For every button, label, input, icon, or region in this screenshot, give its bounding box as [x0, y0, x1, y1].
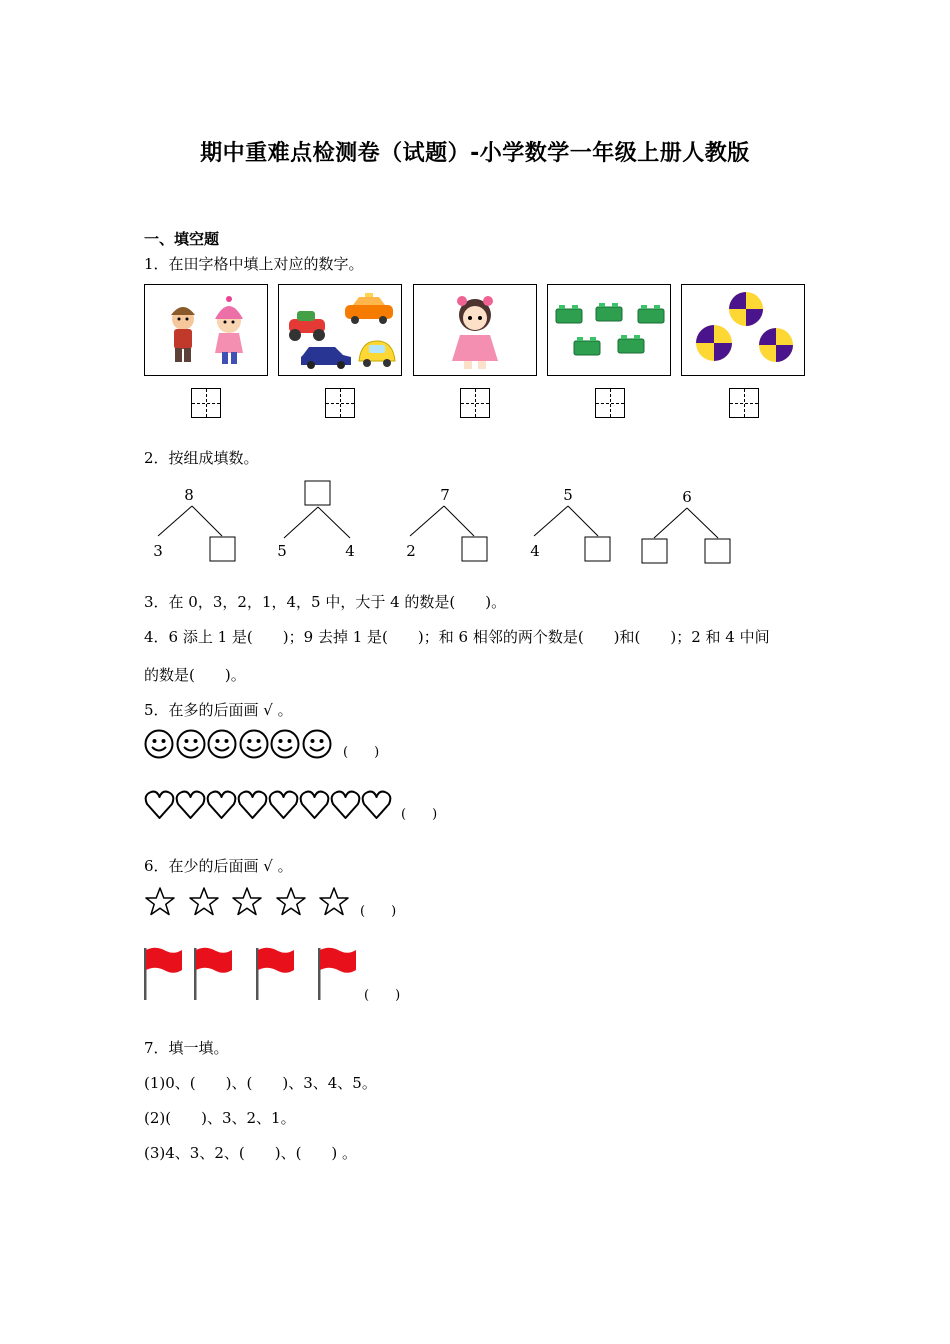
heart-row — [144, 789, 392, 821]
question-6: 6．在少的后面画 √ 。 — [144, 857, 293, 875]
answer-grid-2[interactable] — [325, 388, 355, 418]
tree-3-left: 2 — [406, 542, 416, 560]
answer-grid-1[interactable] — [191, 388, 221, 418]
star-answer-paren[interactable]: ( ) — [360, 904, 397, 919]
flag-item — [142, 946, 182, 1002]
answer-grid-4[interactable] — [595, 388, 625, 418]
smiley-icon — [302, 729, 334, 759]
picture-three-balls — [681, 284, 805, 376]
question-3: 3．在 0，3，2，1，4，5 中，大于 4 的数是( )。 — [144, 593, 507, 611]
section-heading: 一、填空题 — [144, 230, 220, 248]
flag-item — [316, 946, 356, 1002]
tree-3-top: 7 — [440, 486, 450, 504]
tree-1-left: 3 — [153, 542, 163, 560]
tree-2-top-box — [305, 481, 330, 505]
tree-5-right-box — [705, 539, 730, 563]
heart-icon — [268, 789, 299, 821]
tree-1-right-box — [210, 537, 235, 561]
smiley-icon — [207, 729, 239, 759]
flag-answer-paren[interactable]: ( ) — [364, 988, 401, 1003]
question-2: 2．按组成填数。 — [144, 449, 259, 467]
question-5: 5．在多的后面画 √ 。 — [144, 701, 293, 719]
star-icon — [275, 886, 319, 918]
heart-icon — [175, 789, 206, 821]
tree-2-left: 5 — [277, 542, 287, 560]
smiley-answer-paren[interactable]: ( ) — [343, 745, 380, 760]
tree-4-left: 4 — [530, 542, 540, 560]
tree-2-right: 4 — [345, 542, 355, 560]
star-row — [144, 886, 362, 918]
star-icon — [188, 886, 232, 918]
tree-1-top: 8 — [184, 486, 194, 504]
heart-answer-paren[interactable]: ( ) — [401, 807, 438, 822]
tree-4-top: 5 — [563, 486, 573, 504]
star-icon — [318, 886, 362, 918]
question-7-sub-3: (3)4、3、2、( )、( ) 。 — [144, 1144, 358, 1162]
question-7-sub-1: (1)0、( )、( )、3、4、5。 — [144, 1074, 377, 1092]
heart-icon — [144, 789, 175, 821]
red-flag-icon — [192, 946, 232, 1002]
heart-icon — [237, 789, 268, 821]
smiley-icon — [144, 729, 176, 759]
flag-row — [142, 946, 356, 1002]
answer-grid-3[interactable] — [460, 388, 490, 418]
flag-item — [192, 946, 232, 1002]
smiley-row — [144, 729, 333, 759]
picture-one-doll — [413, 284, 537, 376]
star-icon — [231, 886, 275, 918]
heart-icon — [206, 789, 237, 821]
heart-icon — [361, 789, 392, 821]
question-4-line-1: 4．6 添上 1 是( )；9 去掉 1 是( )；和 6 相邻的两个数是( )和( )；2 和 4 中间 — [144, 628, 770, 646]
smiley-icon — [270, 729, 302, 759]
red-flag-icon — [254, 946, 294, 1002]
picture-five-blocks — [547, 284, 671, 376]
picture-two-children — [144, 284, 268, 376]
flag-item — [254, 946, 294, 1002]
tree-5-left-box — [642, 539, 667, 563]
composition-trees — [144, 478, 744, 568]
picture-three-cars — [278, 284, 402, 376]
tree-3-right-box — [462, 537, 487, 561]
red-flag-icon — [316, 946, 356, 1002]
question-4-line-2: 的数是( )。 — [144, 666, 246, 684]
answer-grid-5[interactable] — [729, 388, 759, 418]
star-icon — [144, 886, 188, 918]
tree-5-top: 6 — [682, 488, 692, 506]
tree-4-right-box — [585, 537, 610, 561]
heart-icon — [299, 789, 330, 821]
question-7: 7．填一填。 — [144, 1039, 229, 1057]
question-1: 1．在田字格中填上对应的数字。 — [144, 255, 364, 273]
smiley-icon — [176, 729, 208, 759]
red-flag-icon — [142, 946, 182, 1002]
smiley-icon — [239, 729, 271, 759]
question-7-sub-2: (2)( )、3、2、1。 — [144, 1109, 296, 1127]
heart-icon — [330, 789, 361, 821]
page-title: 期中重难点检测卷（试题）-小学数学一年级上册人教版 — [200, 141, 750, 166]
